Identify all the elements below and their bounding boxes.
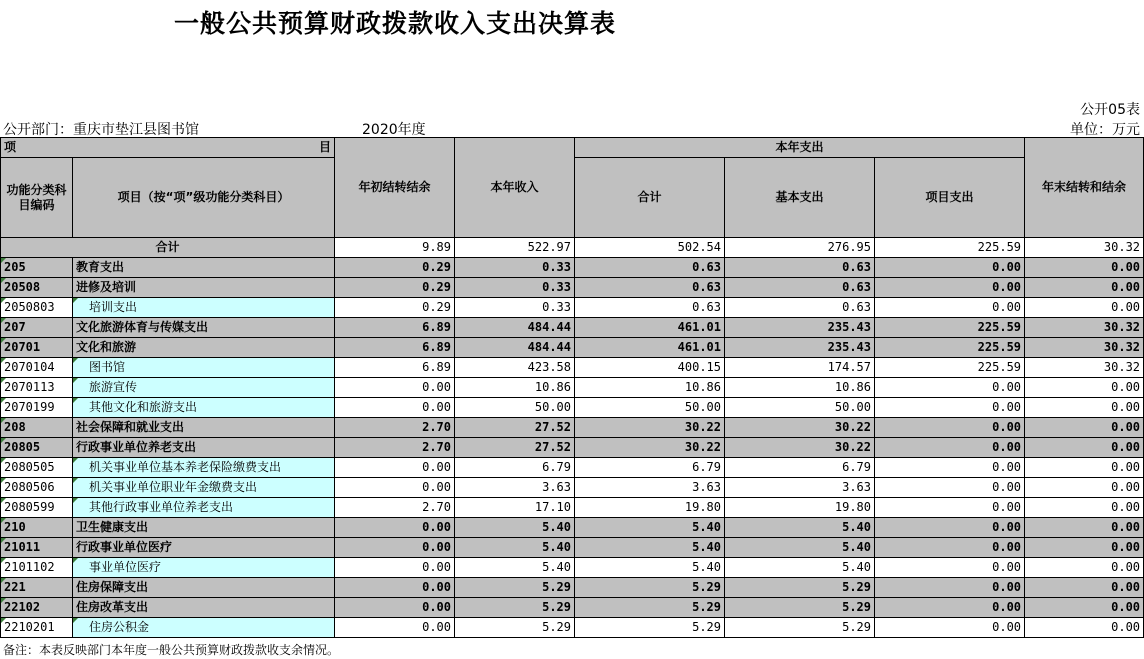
row-project: 0.00 <box>875 498 1025 518</box>
row-basic: 5.40 <box>725 538 875 558</box>
row-project: 225.59 <box>875 358 1025 378</box>
header-project: 项目支出 <box>875 158 1025 238</box>
row-closing: 0.00 <box>1025 518 1144 538</box>
year-label: 2020年度 <box>362 122 426 138</box>
header-item-left: 项 <box>4 140 17 154</box>
row-opening: 6.89 <box>335 318 455 338</box>
row-income: 27.52 <box>455 438 575 458</box>
header-name: 项目（按“项”级功能分类科目） <box>73 158 335 238</box>
unit-label: 单位：万元 <box>1070 122 1140 138</box>
row-name: 其他行政事业单位养老支出 <box>73 498 335 518</box>
row-project: 0.00 <box>875 438 1025 458</box>
header-code: 功能分类科目编码 <box>1 158 73 238</box>
row-basic: 174.57 <box>725 358 875 378</box>
row-basic: 5.40 <box>725 558 875 578</box>
row-basic: 0.63 <box>725 298 875 318</box>
form-number: 公开05表 <box>1080 102 1140 118</box>
row-code: 20701 <box>1 338 73 358</box>
row-basic: 235.43 <box>725 318 875 338</box>
row-expense: 5.29 <box>575 598 725 618</box>
budget-table <box>0 137 1144 638</box>
table-row <box>1 278 1144 298</box>
table-row <box>1 458 1144 478</box>
row-income: 5.29 <box>455 598 575 618</box>
total-income: 522.97 <box>455 238 575 258</box>
department-label: 公开部门：重庆市垫江县图书馆 <box>3 122 199 138</box>
row-expense: 461.01 <box>575 318 725 338</box>
row-income: 5.40 <box>455 538 575 558</box>
row-opening: 2.70 <box>335 498 455 518</box>
row-income: 5.40 <box>455 558 575 578</box>
row-code: 221 <box>1 578 73 598</box>
row-basic: 5.29 <box>725 618 875 638</box>
table-row <box>1 538 1144 558</box>
row-name: 教育支出 <box>73 258 335 278</box>
row-expense: 5.40 <box>575 538 725 558</box>
row-project: 0.00 <box>875 538 1025 558</box>
row-name: 社会保障和就业支出 <box>73 418 335 438</box>
row-project: 0.00 <box>875 578 1025 598</box>
total-label: 合计 <box>1 238 335 258</box>
row-income: 6.79 <box>455 458 575 478</box>
row-code: 2070113 <box>1 378 73 398</box>
row-project: 225.59 <box>875 318 1025 338</box>
row-name: 住房保障支出 <box>73 578 335 598</box>
row-expense: 6.79 <box>575 458 725 478</box>
row-project: 0.00 <box>875 478 1025 498</box>
row-expense: 30.22 <box>575 418 725 438</box>
row-opening: 0.00 <box>335 618 455 638</box>
row-basic: 5.29 <box>725 598 875 618</box>
total-expense: 502.54 <box>575 238 725 258</box>
row-expense: 5.29 <box>575 618 725 638</box>
row-closing: 0.00 <box>1025 578 1144 598</box>
row-opening: 2.70 <box>335 418 455 438</box>
row-code: 207 <box>1 318 73 338</box>
row-name: 卫生健康支出 <box>73 518 335 538</box>
total-project: 225.59 <box>875 238 1025 258</box>
row-project: 0.00 <box>875 458 1025 478</box>
row-name: 旅游宣传 <box>73 378 335 398</box>
row-expense: 10.86 <box>575 378 725 398</box>
row-opening: 0.00 <box>335 378 455 398</box>
row-project: 0.00 <box>875 618 1025 638</box>
row-name: 行政事业单位医疗 <box>73 538 335 558</box>
total-basic: 276.95 <box>725 238 875 258</box>
row-income: 17.10 <box>455 498 575 518</box>
row-expense: 30.22 <box>575 438 725 458</box>
row-income: 5.29 <box>455 578 575 598</box>
row-opening: 0.00 <box>335 458 455 478</box>
row-project: 0.00 <box>875 398 1025 418</box>
row-expense: 3.63 <box>575 478 725 498</box>
table-row <box>1 558 1144 578</box>
row-opening: 0.29 <box>335 258 455 278</box>
row-project: 0.00 <box>875 558 1025 578</box>
row-basic: 19.80 <box>725 498 875 518</box>
row-name: 机关事业单位职业年金缴费支出 <box>73 478 335 498</box>
row-code: 2070104 <box>1 358 73 378</box>
row-expense: 5.40 <box>575 518 725 538</box>
row-code: 2050803 <box>1 298 73 318</box>
row-opening: 0.29 <box>335 298 455 318</box>
row-code: 2210201 <box>1 618 73 638</box>
row-code: 2101102 <box>1 558 73 578</box>
header-total: 合计 <box>575 158 725 238</box>
row-project: 0.00 <box>875 518 1025 538</box>
row-expense: 0.63 <box>575 278 725 298</box>
row-closing: 0.00 <box>1025 458 1144 478</box>
row-income: 0.33 <box>455 278 575 298</box>
table-row <box>1 398 1144 418</box>
row-income: 5.29 <box>455 618 575 638</box>
row-closing: 0.00 <box>1025 558 1144 578</box>
footnote: 备注：本表反映部门本年度一般公共预算财政拨款收支余情况。 <box>3 643 340 657</box>
row-project: 0.00 <box>875 258 1025 278</box>
row-closing: 0.00 <box>1025 378 1144 398</box>
row-code: 20805 <box>1 438 73 458</box>
row-basic: 10.86 <box>725 378 875 398</box>
row-name: 文化旅游体育与传媒支出 <box>73 318 335 338</box>
row-closing: 0.00 <box>1025 498 1144 518</box>
row-project: 0.00 <box>875 418 1025 438</box>
row-code: 2080505 <box>1 458 73 478</box>
table-row <box>1 478 1144 498</box>
row-closing: 0.00 <box>1025 438 1144 458</box>
row-income: 50.00 <box>455 398 575 418</box>
row-code: 210 <box>1 518 73 538</box>
row-name: 其他文化和旅游支出 <box>73 398 335 418</box>
row-name: 住房公积金 <box>73 618 335 638</box>
row-code: 208 <box>1 418 73 438</box>
row-closing: 0.00 <box>1025 278 1144 298</box>
row-basic: 3.63 <box>725 478 875 498</box>
row-income: 5.40 <box>455 518 575 538</box>
total-closing: 30.32 <box>1025 238 1144 258</box>
table-row <box>1 418 1144 438</box>
row-opening: 0.00 <box>335 538 455 558</box>
row-income: 484.44 <box>455 318 575 338</box>
row-closing: 0.00 <box>1025 538 1144 558</box>
row-expense: 50.00 <box>575 398 725 418</box>
header-item <box>1 138 335 158</box>
row-income: 10.86 <box>455 378 575 398</box>
row-closing: 0.00 <box>1025 298 1144 318</box>
row-code: 2080599 <box>1 498 73 518</box>
row-income: 484.44 <box>455 338 575 358</box>
row-basic: 235.43 <box>725 338 875 358</box>
table-row <box>1 318 1144 338</box>
header-income: 本年收入 <box>455 138 575 238</box>
table-row <box>1 598 1144 618</box>
row-closing: 30.32 <box>1025 338 1144 358</box>
row-opening: 0.00 <box>335 478 455 498</box>
row-income: 3.63 <box>455 478 575 498</box>
row-code: 21011 <box>1 538 73 558</box>
row-income: 0.33 <box>455 298 575 318</box>
row-code: 2080506 <box>1 478 73 498</box>
row-project: 0.00 <box>875 278 1025 298</box>
row-name: 事业单位医疗 <box>73 558 335 578</box>
row-project: 0.00 <box>875 598 1025 618</box>
row-closing: 0.00 <box>1025 418 1144 438</box>
table-row <box>1 258 1144 278</box>
row-name: 文化和旅游 <box>73 338 335 358</box>
row-basic: 0.63 <box>725 258 875 278</box>
table-row <box>1 338 1144 358</box>
row-closing: 30.32 <box>1025 318 1144 338</box>
row-opening: 0.00 <box>335 558 455 578</box>
row-income: 0.33 <box>455 258 575 278</box>
row-opening: 6.89 <box>335 358 455 378</box>
total-opening: 9.89 <box>335 238 455 258</box>
row-opening: 0.00 <box>335 518 455 538</box>
row-expense: 461.01 <box>575 338 725 358</box>
row-expense: 19.80 <box>575 498 725 518</box>
row-code: 20508 <box>1 278 73 298</box>
row-opening: 0.29 <box>335 278 455 298</box>
table-row <box>1 578 1144 598</box>
row-code: 205 <box>1 258 73 278</box>
row-closing: 0.00 <box>1025 478 1144 498</box>
row-name: 进修及培训 <box>73 278 335 298</box>
row-expense: 5.40 <box>575 558 725 578</box>
table-row <box>1 498 1144 518</box>
row-expense: 0.63 <box>575 298 725 318</box>
row-closing: 0.00 <box>1025 398 1144 418</box>
row-code: 2070199 <box>1 398 73 418</box>
row-expense: 5.29 <box>575 578 725 598</box>
total-row <box>1 238 1144 258</box>
row-basic: 30.22 <box>725 438 875 458</box>
header-expense-group: 本年支出 <box>575 138 1025 158</box>
header-item-right: 目 <box>318 140 331 154</box>
row-basic: 6.79 <box>725 458 875 478</box>
row-name: 住房改革支出 <box>73 598 335 618</box>
row-project: 225.59 <box>875 338 1025 358</box>
row-name: 图书馆 <box>73 358 335 378</box>
table-row <box>1 518 1144 538</box>
row-opening: 0.00 <box>335 578 455 598</box>
table-row <box>1 358 1144 378</box>
row-basic: 5.40 <box>725 518 875 538</box>
row-expense: 400.15 <box>575 358 725 378</box>
row-expense: 0.63 <box>575 258 725 278</box>
header-basic: 基本支出 <box>725 158 875 238</box>
row-opening: 0.00 <box>335 398 455 418</box>
row-closing: 0.00 <box>1025 618 1144 638</box>
row-project: 0.00 <box>875 378 1025 398</box>
row-basic: 50.00 <box>725 398 875 418</box>
table-row <box>1 618 1144 638</box>
row-closing: 0.00 <box>1025 598 1144 618</box>
row-income: 27.52 <box>455 418 575 438</box>
header-row-1 <box>1 138 1144 158</box>
row-opening: 6.89 <box>335 338 455 358</box>
table-row <box>1 378 1144 398</box>
row-basic: 0.63 <box>725 278 875 298</box>
row-name: 行政事业单位养老支出 <box>73 438 335 458</box>
header-closing: 年末结转和结余 <box>1025 138 1144 238</box>
row-basic: 5.29 <box>725 578 875 598</box>
row-code: 22102 <box>1 598 73 618</box>
row-basic: 30.22 <box>725 418 875 438</box>
page-title: 一般公共预算财政拨款收入支出决算表 <box>173 9 616 38</box>
row-closing: 30.32 <box>1025 358 1144 378</box>
row-closing: 0.00 <box>1025 258 1144 278</box>
row-name: 培训支出 <box>73 298 335 318</box>
row-opening: 0.00 <box>335 598 455 618</box>
table-row <box>1 438 1144 458</box>
table-row <box>1 298 1144 318</box>
row-project: 0.00 <box>875 298 1025 318</box>
row-income: 423.58 <box>455 358 575 378</box>
row-opening: 2.70 <box>335 438 455 458</box>
header-opening: 年初结转结余 <box>335 138 455 238</box>
row-name: 机关事业单位基本养老保险缴费支出 <box>73 458 335 478</box>
